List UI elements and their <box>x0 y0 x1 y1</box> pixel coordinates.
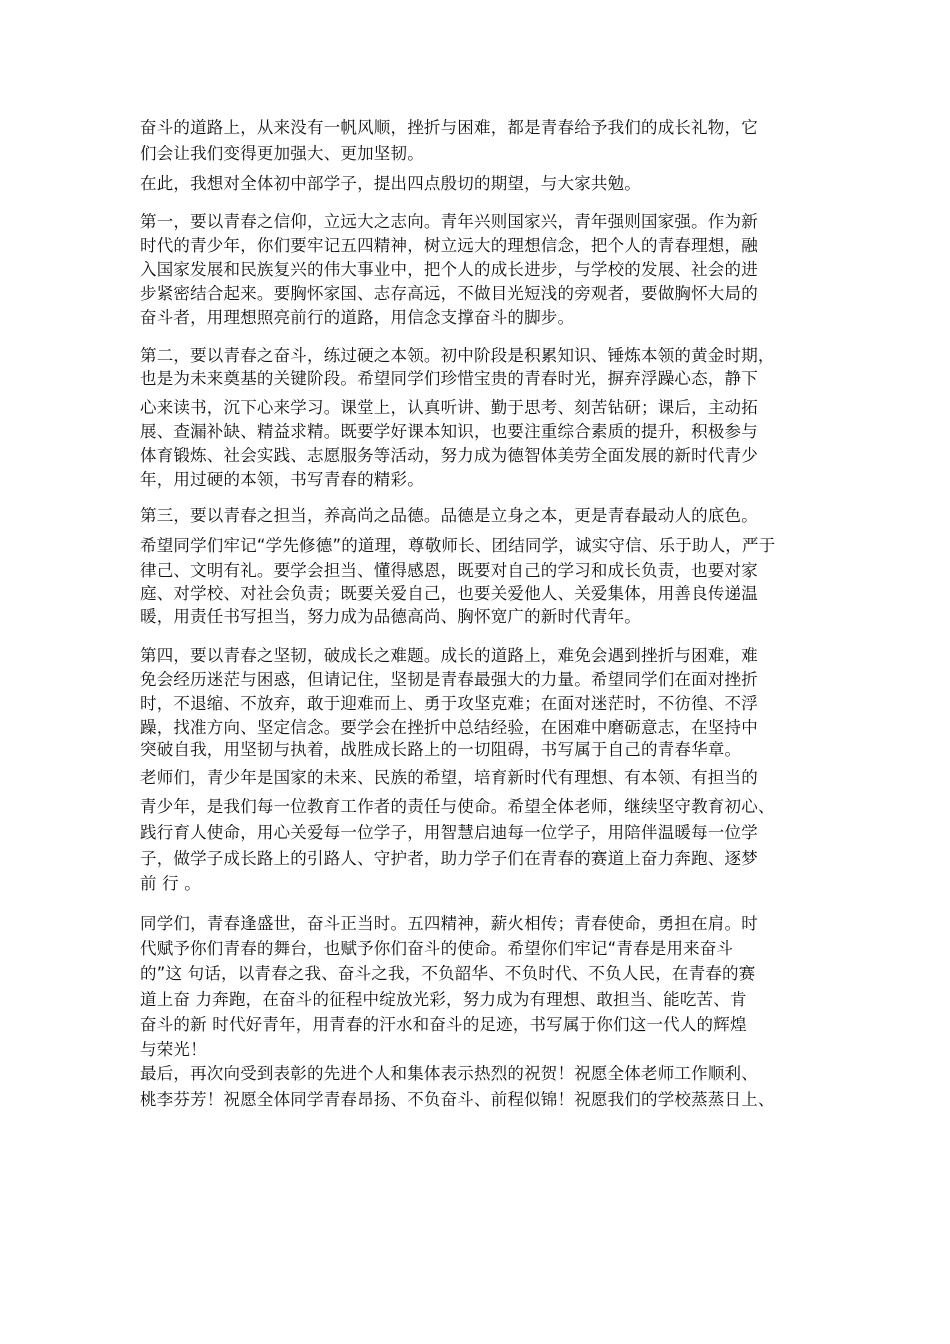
text-line: 的”这 句话，以青春之我、奋斗之我，不负韶华、不负时代、不负人民，在青春的赛 <box>140 964 756 983</box>
text-line: 免会经历迷茫与困惑，但请记住，坚韧是青春最强大的力量。希望同学们在面对挫折 <box>140 670 758 689</box>
text-line: 展、查漏补缺、精益求精。既要学好课本知识，也要注重综合素质的提升，积极参与 <box>140 422 758 441</box>
text-line: 心来读书，沉下心来学习。课堂上，认真听讲、勤于思考、刻苦钻研；课后，主动拓 <box>140 398 758 417</box>
text-line: 奋斗的新 时代好青年，用青春的汗水和奋斗的足迹，书写属于你们这一代人的辉煌 <box>140 1015 747 1034</box>
text-line: 步紧密结合起来。要胸怀家国、志存高远，不做目光短浅的旁观者，要做胸怀大局的 <box>140 284 758 303</box>
text-line: 第二，要以青春之奋斗，练过硬之本领。初中阶段是积累知识、锤炼本领的黄金时期， <box>140 346 775 365</box>
text-line: 老师们，青少年是国家的未来、民族的希望，培育新时代有理想、有本领、有担当的 <box>140 768 758 787</box>
text-line: 代赋予你们青春的舞台，也赋予你们奋斗的使命。希望你们牢记“青春是用来奋斗 <box>140 939 734 958</box>
text-line: 践行育人使命，用心关爱每一位学子，用智慧启迪每一位学子，用陪伴温暖每一位学 <box>140 823 758 842</box>
text-line: 第一，要以青春之信仰，立远大之志向。青年兴则国家兴，青年强则国家强。作为新 <box>140 212 758 231</box>
text-line: 时代的青少年，你们要牢记五四精神，树立远大的理想信念，把个人的青春理想，融 <box>140 236 758 255</box>
text-line: 躁，找准方向、坚定信念。要学会在挫折中总结经验，在困难中磨砺意志，在坚持中 <box>140 718 758 737</box>
text-line: 在此，我想对全体初中部学子，提出四点殷切的期望，与大家共勉。 <box>140 174 641 193</box>
text-line: 希望同学们牢记“学先修德”的道理，尊敬师长、团结同学，诚实守信、乐于助人，严于 <box>140 536 776 555</box>
text-line: 青少年，是我们每一位教育工作者的责任与使命。希望全体老师，继续坚守教育初心、 <box>140 797 775 816</box>
text-line: 桃李芬芳！祝愿全体同学青春昂扬、不负奋斗、前程似锦！祝愿我们的学校蒸蒸日上、 <box>140 1090 775 1109</box>
text-line: 年，用过硬的本领，书写青春的精彩。 <box>140 470 424 489</box>
text-line: 奋斗的道路上，从来没有一帆风顺，挫折与困难，都是青春给予我们的成长礼物，它 <box>140 118 758 137</box>
text-line: 子，做学子成长路上的引路人、守护者，助力学子们在青春的赛道上奋力奔跑、逐梦 <box>140 849 758 868</box>
text-line: 庭、对学校、对社会负责；既要关爱自己，也要关爱他人、关爱集体，用善良传递温 <box>140 584 758 603</box>
text-line: 奋斗者，用理想照亮前行的道路，用信念支撑奋斗的脚步。 <box>140 308 575 327</box>
text-line: 时，不退缩、不放弃，敢于迎难而上、勇于攻坚克难；在面对迷茫时，不彷徨、不浮 <box>140 694 758 713</box>
text-line: 前 行 。 <box>140 874 201 893</box>
text-line: 第四，要以青春之坚韧，破成长之难题。成长的道路上，难免会遇到挫折与困难，难 <box>140 646 758 665</box>
text-line: 突破自我，用坚韧与执着，战胜成长路上的一切阻碍，书写属于自己的青春华章。 <box>140 740 742 759</box>
text-line: 也是为未来奠基的关键阶段。希望同学们珍惜宝贵的青春时光，摒弃浮躁心态，静下 <box>140 369 758 388</box>
text-line: 律己、文明有礼。要学会担当、懂得感恩，既要对自己的学习和成长负责，也要对家 <box>140 561 758 580</box>
text-line: 与荣光！ <box>140 1040 207 1059</box>
text-line: 暖，用责任书写担当，努力成为品德高尚、胸怀宽广的新时代青年。 <box>140 607 641 626</box>
text-line: 最后，再次向受到表彰的先进个人和集体表示热烈的祝贺！祝愿全体老师工作顺利、 <box>140 1064 758 1083</box>
text-line: 同学们，青春逢盛世，奋斗正当时。五四精神，薪火相传；青春使命，勇担在肩。时 <box>140 914 758 933</box>
text-line: 入国家发展和民族复兴的伟大事业中，把个人的成长进步，与学校的发展、社会的进 <box>140 260 758 279</box>
text-line: 们会让我们变得更加强大、更加坚韧。 <box>140 144 424 163</box>
text-line: 第三，要以青春之担当，养高尚之品德。品德是立身之本，更是青春最动人的底色。 <box>140 506 758 525</box>
text-line: 体育锻炼、社会实践、志愿服务等活动，努力成为德智体美劳全面发展的新时代青少 <box>140 446 758 465</box>
text-line: 道上奋 力奔跑，在奋斗的征程中绽放光彩，努力成为有理想、敢担当、能吃苦、肯 <box>140 990 747 1009</box>
